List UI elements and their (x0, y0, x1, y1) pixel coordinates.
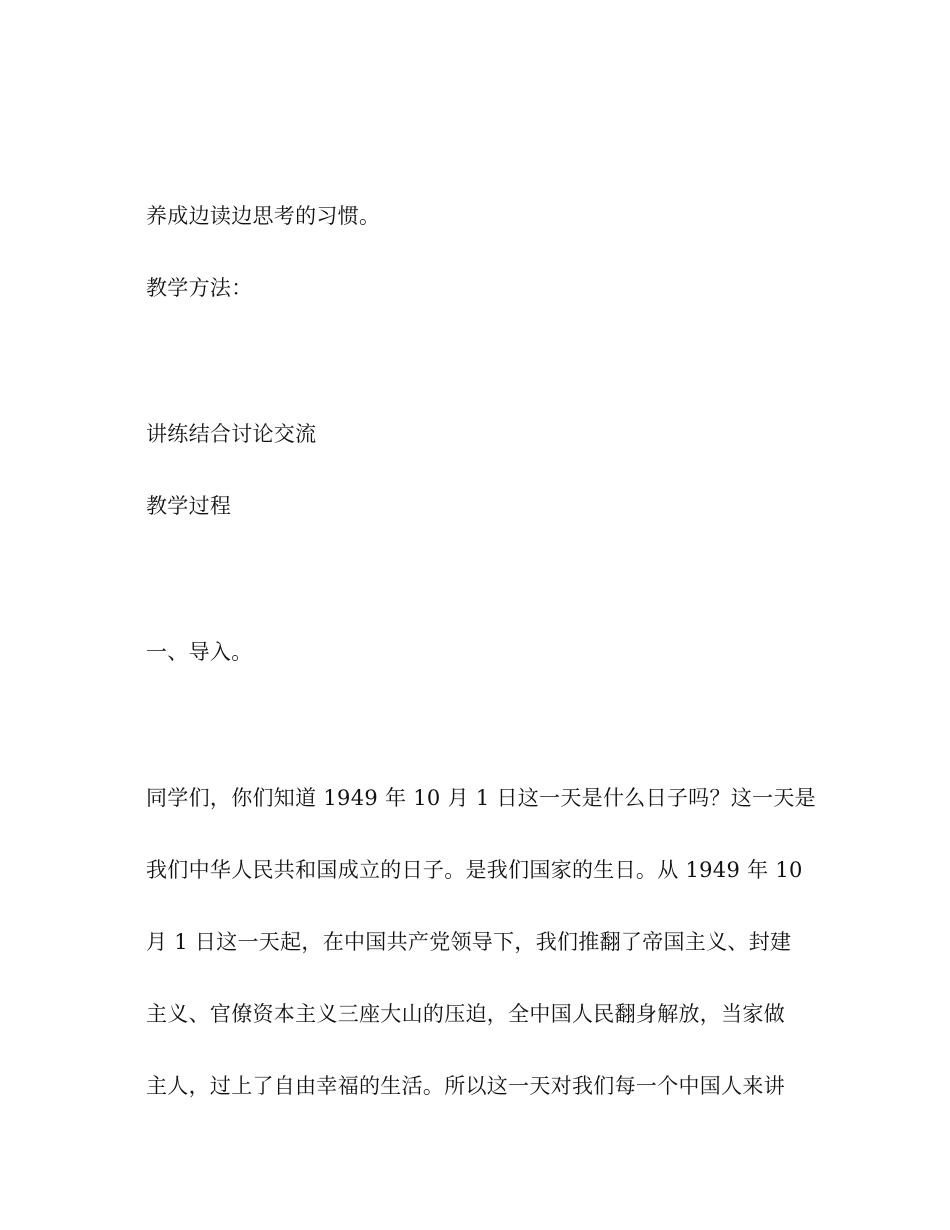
heading-teaching-method: 教学方法： (146, 276, 253, 300)
paragraph-line-2: 我们中华人民共和国成立的日子。是我们国家的生日。从 1949 年 10 (146, 858, 803, 882)
paragraph-line-5: 主人，过上了自由幸福的生活。所以这一天对我们每一个中国人来讲 (146, 1074, 785, 1098)
paragraph-line-1: 同学们，你们知道 1949 年 10 月 1 日这一天是什么日子吗？这一天是 (146, 786, 816, 810)
paragraph-line-4: 主义、官僚资本主义三座大山的压迫，全中国人民翻身解放，当家做 (146, 1002, 785, 1026)
text-line-method-detail: 讲练结合讨论交流 (146, 422, 317, 446)
section-heading-intro: 一、导入。 (146, 640, 253, 664)
text-line-habit: 养成边读边思考的习惯。 (146, 204, 381, 228)
paragraph-line-3: 月 1 日这一天起，在中国共产党领导下，我们推翻了帝国主义、封建 (146, 930, 792, 954)
heading-teaching-process: 教学过程 (146, 494, 232, 518)
